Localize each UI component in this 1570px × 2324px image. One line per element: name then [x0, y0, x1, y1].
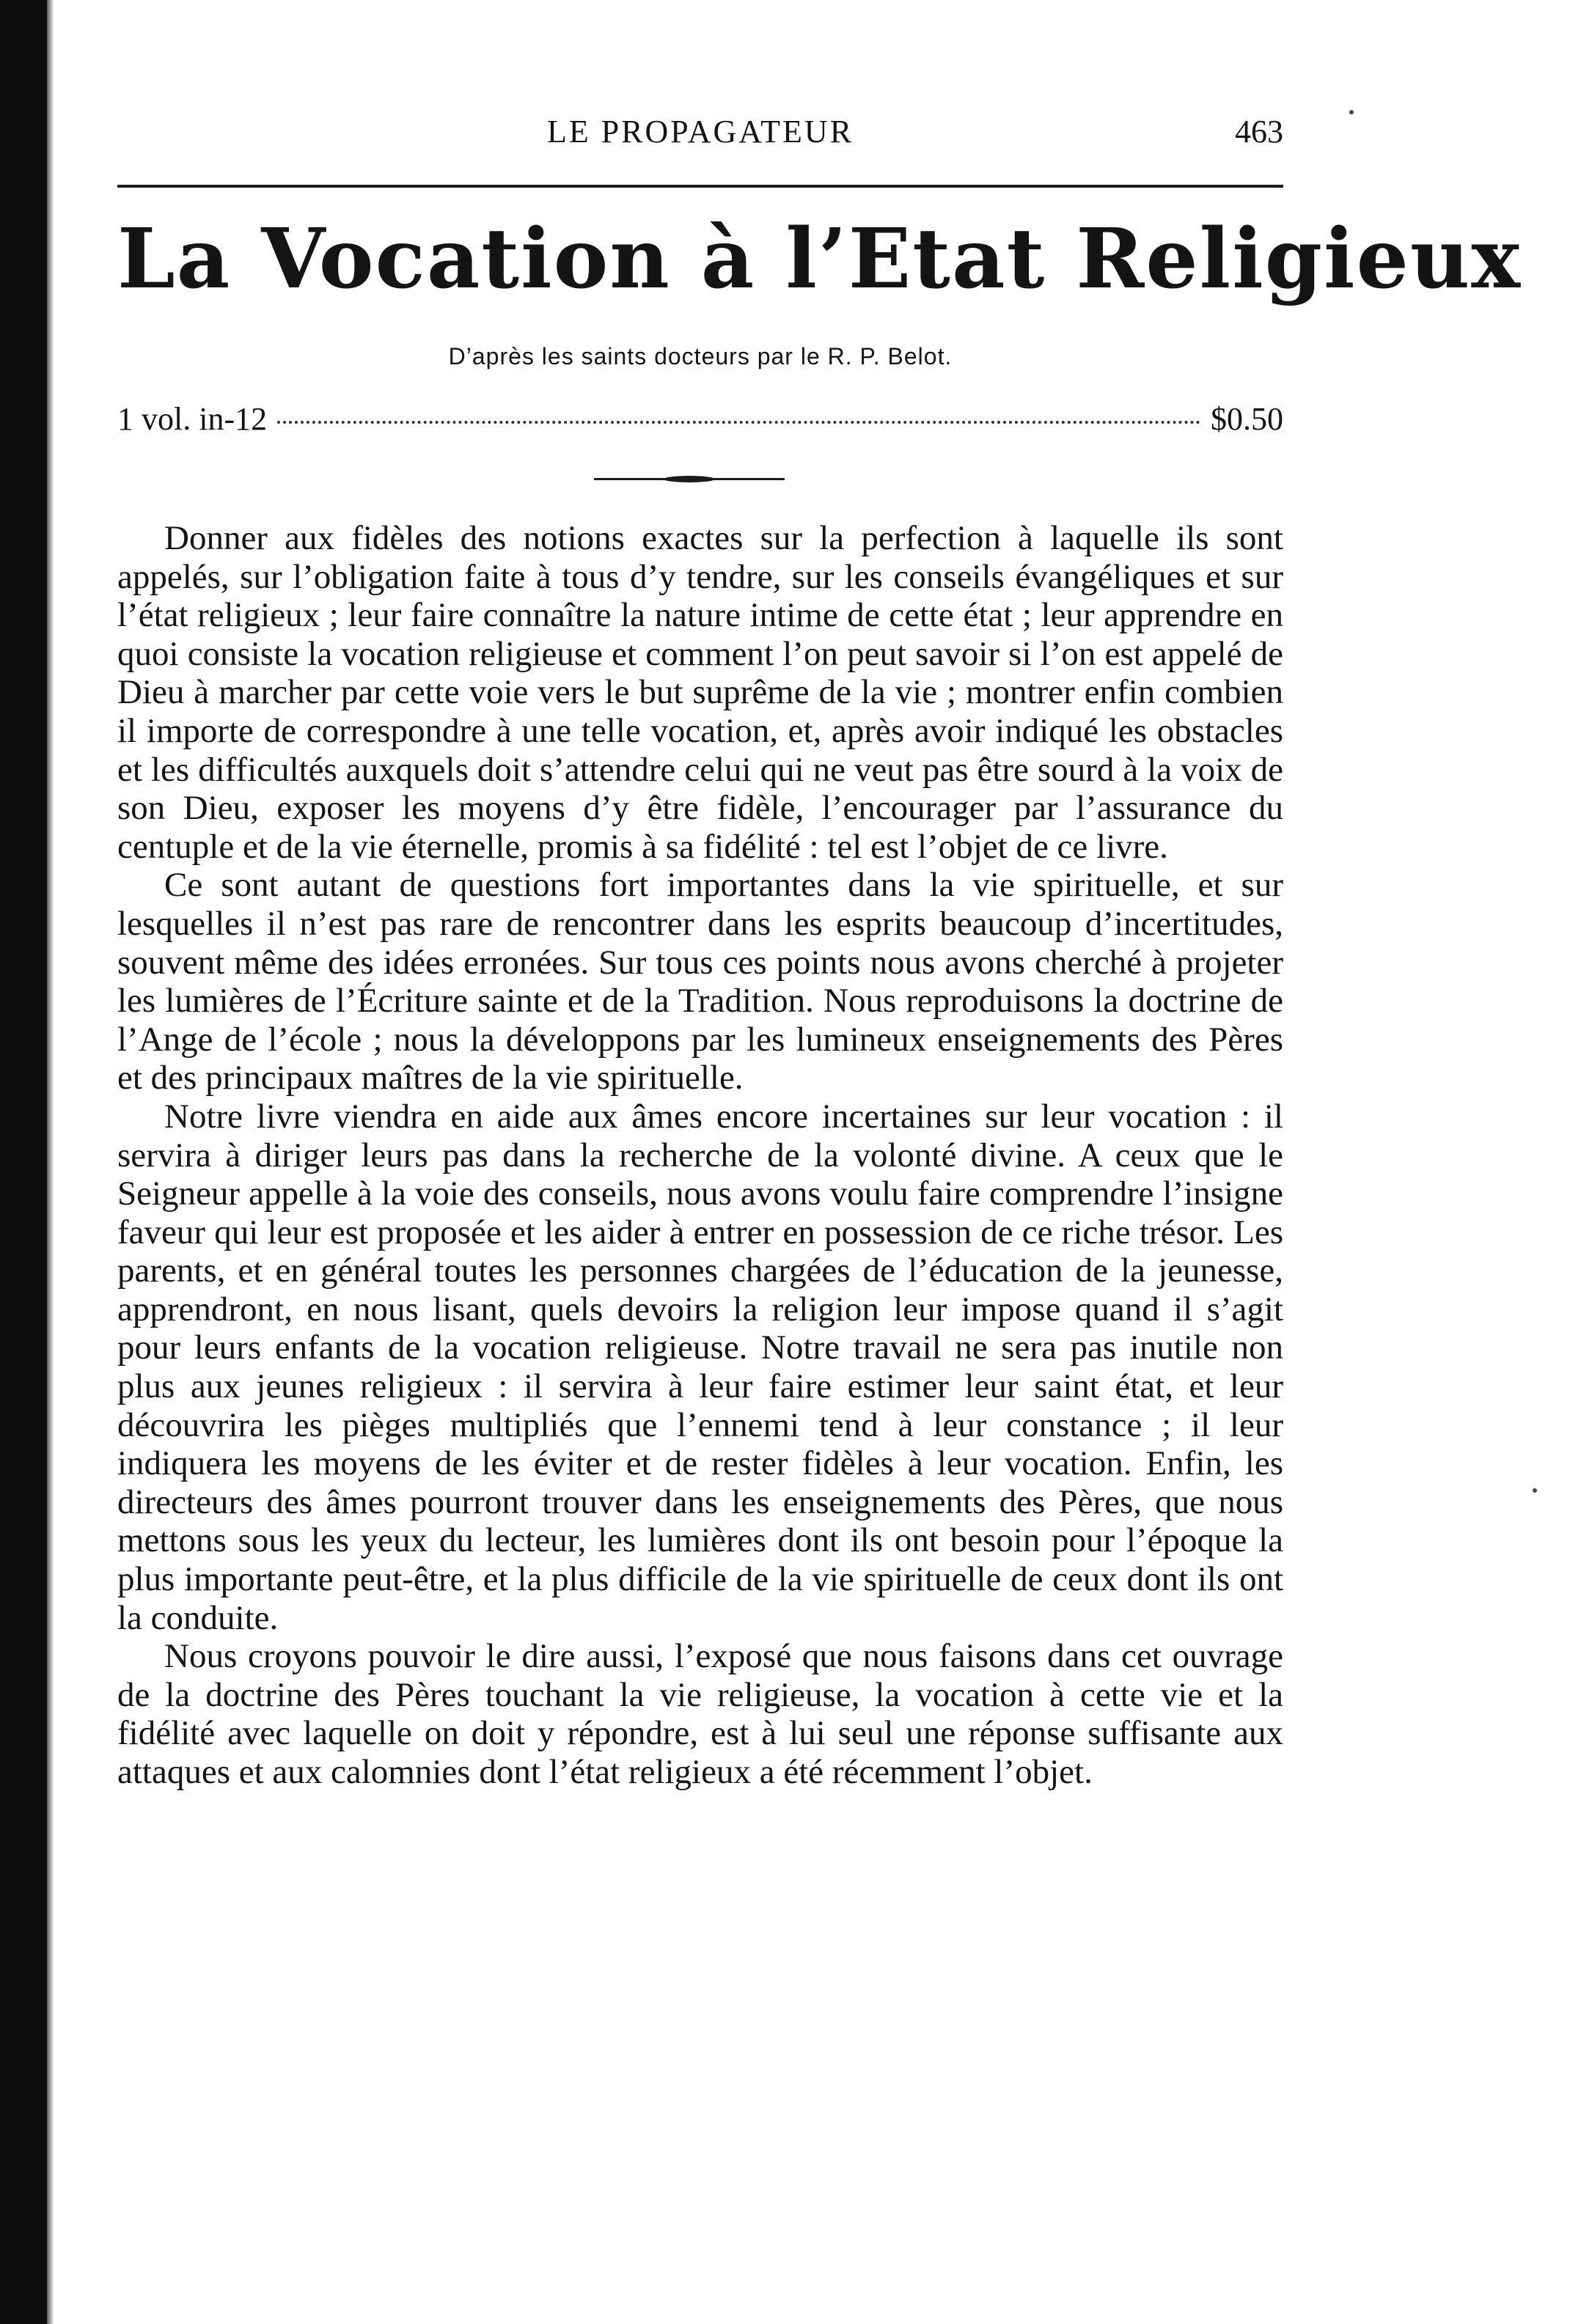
- scan-speck: [1349, 110, 1354, 114]
- running-title: LE PROPAGATEUR: [546, 114, 854, 150]
- paragraph-3: Notre livre viendra en aide aux âmes encore incertaines sur leur vocation : il servira à diriger leurs pas dans la recherche de la volonté divine. A ceux que le Seigneur appelle à la voie des conseils, nous avons voulu faire comprendre l’insigne faveur qui leur est proposée et les aider à entrer en possession de ce riche trésor. Les parents, et en général toutes les personnes chargées de l’éducation de la jeunesse, apprendront, en nous lisant, quels devoirs la religion leur impose quand il s’agit pour leurs enfants de la vocation religieuse. Notre travail ne sera pas inutile non plus aux jeunes religieux : il servira à leur faire estimer leur saint état, et leur découvrira les pièges multipliés que l’ennemi tend à leur constance ; il leur indiquera les moyens de les éviter et de rester fidèles à leur vocation. Enfin, les directeurs des âmes pourront trouver dans les enseignements des Pères, que nous mettons sous les yeux du lecteur, les lumières dont ils ont besoin pour l’époque la plus importante peut-être, et la plus difficile de la vie spirituelle de ceux dont ils ont la conduite.: [117, 1097, 1283, 1637]
- ornament-divider: [594, 477, 785, 481]
- paragraph-2: Ce sont autant de questions fort importantes dans la vie spirituelle, et sur lesquelles il n’est pas rare de rencontrer dans les esprits beaucoup d’incertitudes, souvent même des idées erronées. Sur tous ces points nous avons cherché à projeter les lumières de l’Écriture sainte et de la Tradition. Nous reproduisons la doctrine de l’Ange de l’école ; nous la développons par les lumineux enseignements des Pères et des principaux maîtres de la vie spirituelle.: [117, 866, 1283, 1097]
- dot-leader: [277, 421, 1200, 424]
- paragraph-4: Nous croyons pouvoir le dire aussi, l’exposé que nous faisons dans cet ouvrage de la doctrine des Pères touchant la vie religieuse, la vocation à cette vie et la fidélité avec laquelle on doit y répondre, est à lui seul une réponse suffisante aux attaques et aux calomnies dont l’état religieux a été récemment l’objet.: [117, 1637, 1283, 1791]
- article-subtitle: D’après les saints docteurs par le R. P. Belot.: [448, 343, 953, 369]
- article-title: La Vocation à l’Etat Religieux: [117, 211, 1522, 307]
- scanned-page-edge: [0, 0, 47, 2324]
- page-number: 463: [1235, 114, 1283, 150]
- price: $0.50: [1211, 401, 1283, 437]
- article-body: [117, 519, 1283, 1792]
- scan-speck: [1533, 1488, 1537, 1493]
- price-line: [117, 400, 1283, 444]
- running-header: [117, 110, 1283, 161]
- header-rule: [117, 185, 1283, 188]
- paragraph-1: Donner aux fidèles des notions exactes sur la perfection à laquelle ils sont appelés, sur l’obligation faite à tous d’y tendre, sur les conseils évangéliques et sur l’état religieux ; leur faire connaître la nature intime de cette état ; leur apprendre en quoi consiste la vocation religieuse et comment l’on peut savoir si l’on est appelé de Dieu à marcher par cette voie vers le but suprême de la vie ; montrer enfin combien il importe de correspondre à une telle vocation, et, après avoir indiqué les obstacles et les difficultés auxquels doit s’attendre celui qui ne veut pas être sourd à la voix de son Dieu, exposer les moyens d’y être fidèle, l’encourager par l’assurance du centuple et de la vie éternelle, promis à sa fidélité : tel est l’objet de ce livre.: [117, 519, 1283, 866]
- volume-format: 1 vol. in-12: [117, 401, 268, 437]
